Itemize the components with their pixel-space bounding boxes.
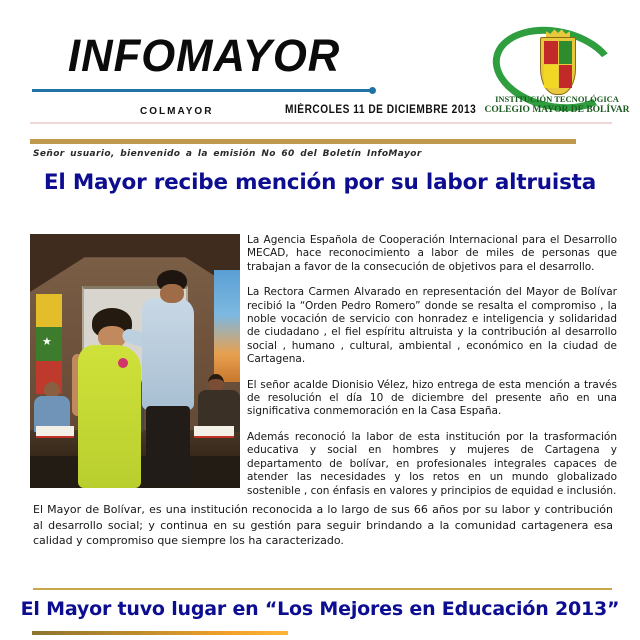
- logo-text-line2: COLEGIO MAYOR DE BOLÍVAR: [484, 105, 630, 115]
- photo-man-face: [160, 284, 184, 303]
- closing-paragraph: El Mayor de Bolívar, es una institución reconocida a lo largo de sus 66 años por su labor y contribución al desarrollo social; y continua en su gestión para seguir brindando a la comunidad cartagenera esa calidad y compromiso que siempre los ha caracterizado.: [33, 503, 613, 547]
- article-paragraph: La Agencia Española de Cooperación Internacional para el Desarrollo MECAD, hace reconocimiento a labor de miles de personas que trabajan a favor de la consecución de objetivos para el desarrollo.: [247, 234, 617, 273]
- shield-quadrant: [544, 41, 558, 64]
- article-paragraph: El señor acalde Dionisio Vélez, hizo entrega de esta mención a través de resolución el día 10 de diciembre del presente año en una significativa conmemoración en la Casa España.: [247, 378, 617, 418]
- photo-name-card: [194, 426, 234, 438]
- institution-logo: [482, 24, 632, 124]
- photo-man-shirt: [142, 298, 194, 410]
- masthead-title: INFOMAYOR: [68, 30, 341, 81]
- photo-name-card: [36, 426, 74, 438]
- flag-star-icon: ★: [42, 335, 52, 348]
- issue-date: MIÉRCOLES 11 DE DICIEMBRE 2013: [285, 104, 477, 116]
- shield-quadrant: [559, 41, 573, 64]
- article-paragraph: La Rectora Carmen Alvarado en representación del Mayor de Bolívar recibió la “Orden Pedro Romero” donde se resalta el compromiso , la noble vocación de servicio con honradez e inteligencia y solidaridad de ciudadano , el fiel espíritu altruista y la contribución al desarrollo social , humano , cultural, ambiental , económico en la ciudad de Cartagena.: [247, 286, 617, 366]
- photo-banner: [214, 270, 240, 382]
- flag-stripe: [36, 294, 62, 327]
- photo-corsage-flower: [118, 358, 128, 368]
- shield-quadrant: [559, 65, 573, 88]
- section-divider: [33, 588, 612, 590]
- masthead-rule: [32, 89, 372, 92]
- next-article-headline: El Mayor tuvo lugar en “Los Mejores en Educación 2013”: [20, 598, 620, 620]
- photo-woman-green-dress: [78, 345, 141, 488]
- article-headline: El Mayor recibe mención por su labor altruista: [43, 170, 597, 195]
- brand-label: COLMAYOR: [140, 106, 214, 117]
- greeting-line: Señor usuario, bienvenido a la emisión No 60 del Boletín InfoMayor: [33, 149, 422, 159]
- article-photo: [30, 234, 240, 488]
- footer-accent-bar: [32, 631, 288, 635]
- photo-flag: [36, 294, 62, 394]
- logo-shield-quadrants: [544, 41, 572, 88]
- logo-shield-icon: [540, 37, 576, 95]
- logo-text-line1: INSTITUCIÓN TECNOLÓGICA: [495, 94, 619, 104]
- photo-man-pants: [146, 406, 190, 486]
- article-paragraph: Además reconoció la labor de esta institución por la trasformación educativa y social en hombres y mujeres de Cartagena y departamento de bolívar, en profesionales integrales capaces de atender las necesidades y los retos en un mundo globalizado sostenible , con énfasis en valores y principios de equidad e inclusión.: [247, 430, 617, 497]
- shield-quadrant: [544, 65, 558, 88]
- gold-divider-bar: [30, 139, 576, 144]
- rule-end-dot: [369, 87, 376, 94]
- article-body-column: [247, 234, 617, 510]
